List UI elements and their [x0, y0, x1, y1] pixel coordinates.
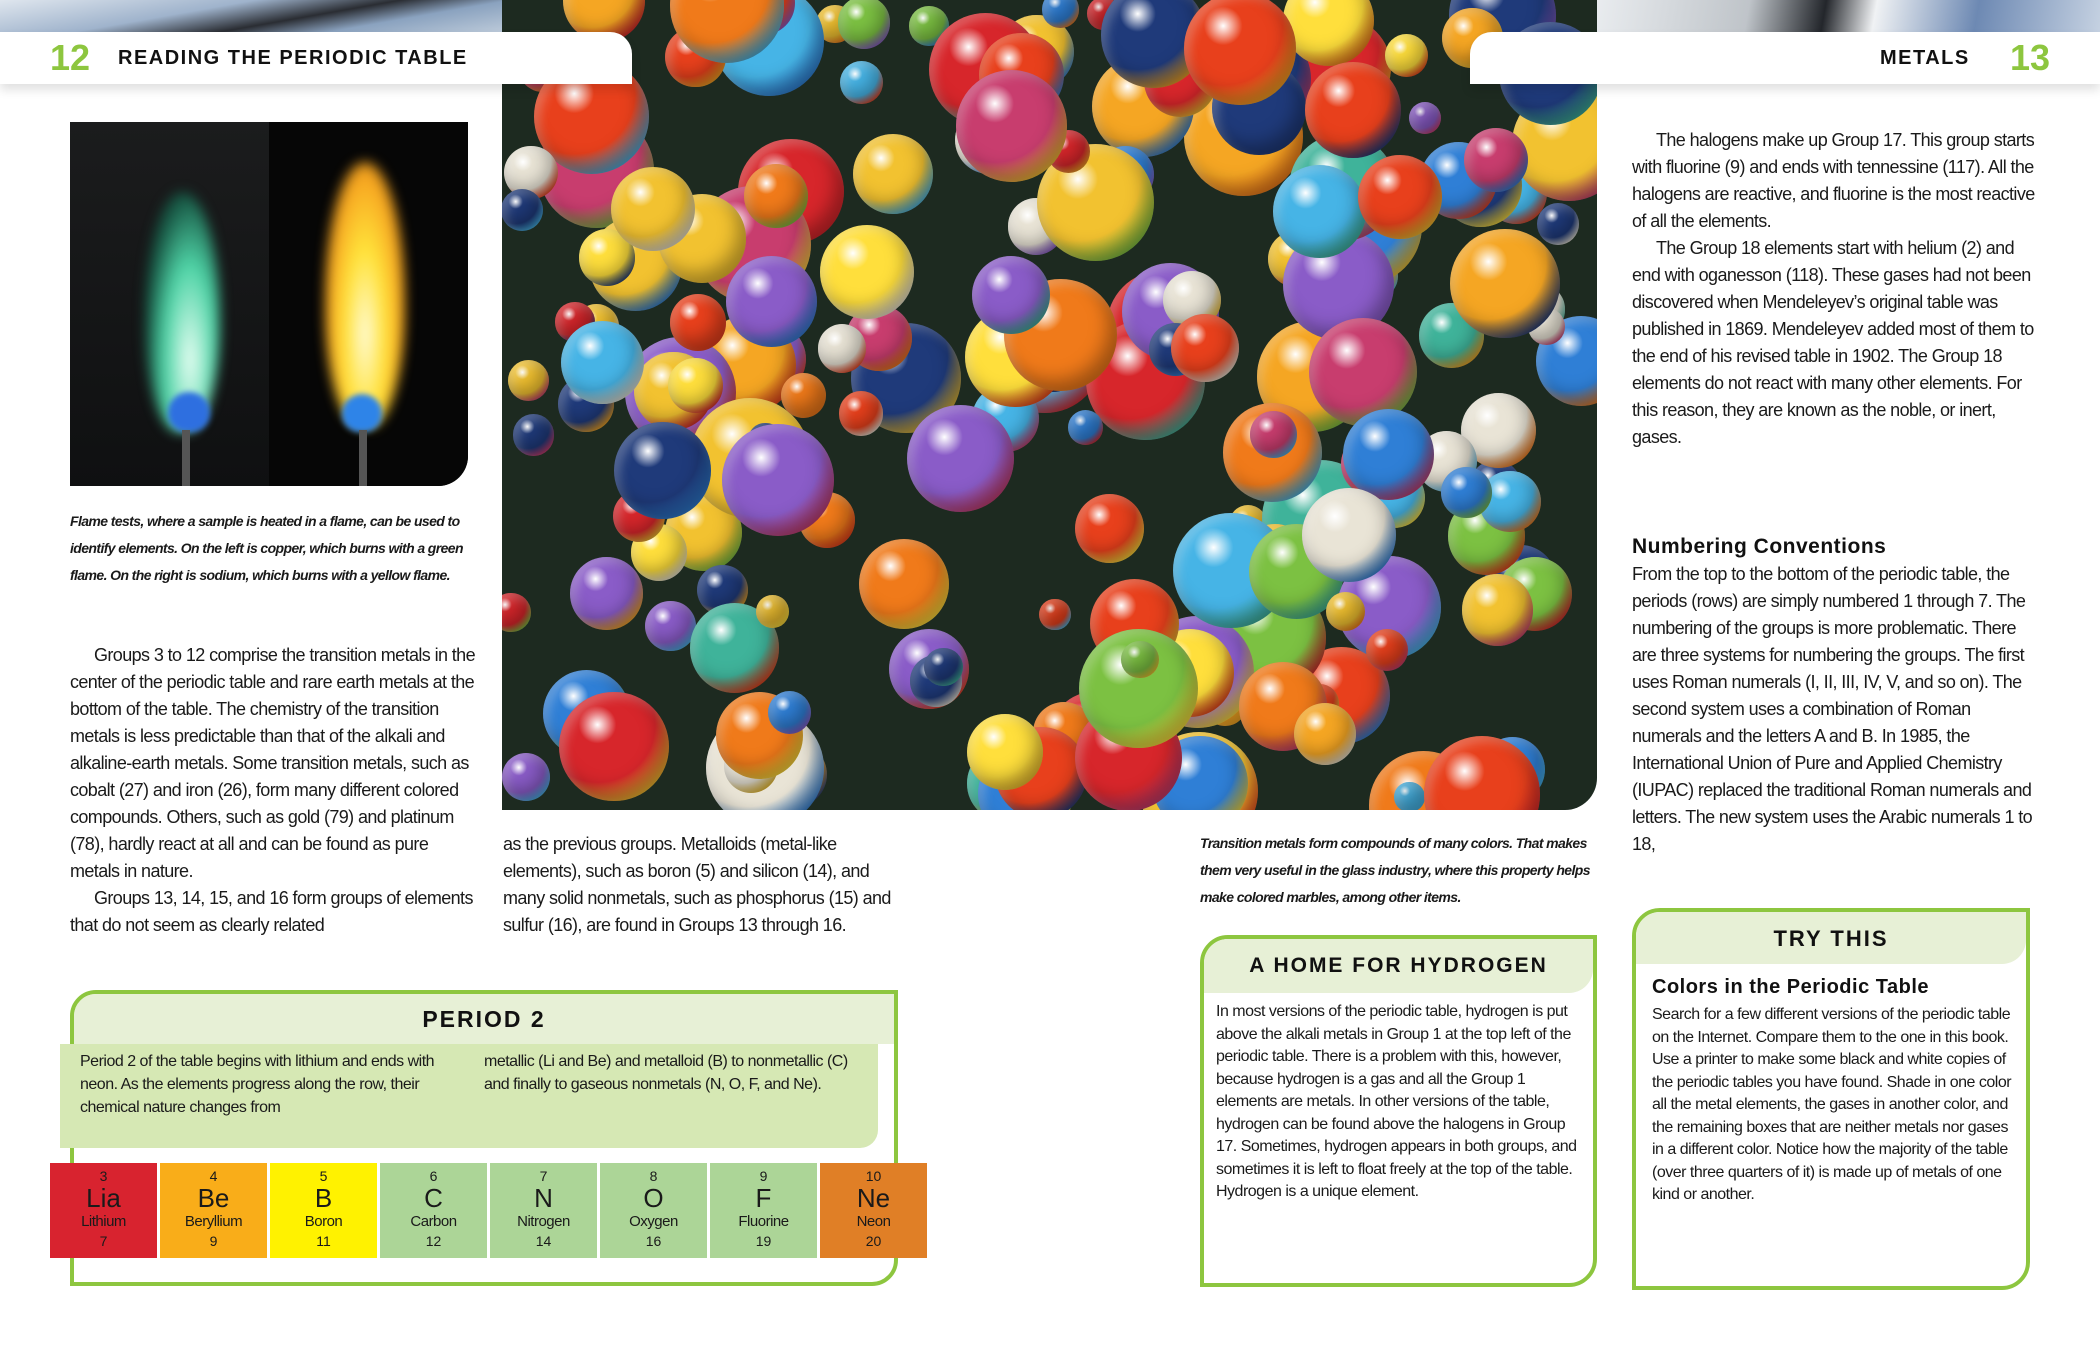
marble-graphic — [1068, 410, 1103, 445]
hydrogen-box — [1200, 935, 1597, 1287]
marble-graphic — [1250, 411, 1296, 457]
period-2-text-col2: metallic (Li and Be) and metalloid (B) to nonmetallic (C) and finally to gaseous nonmetals (N, O, F, and Ne). — [484, 1053, 848, 1093]
marble-graphic — [561, 321, 644, 404]
marble-graphic — [1366, 629, 1408, 671]
element-tile-carbon — [380, 1163, 487, 1258]
marble-graphic — [1042, 0, 1078, 28]
hydrogen-box-text: In most versions of the periodic table, hydrogen is put above the alkali metals in Group 1 at the top left of the periodic table. There is a problem with this, however, because hydrogen is a gas and all the Group 1 elements are metals. In other versions of the table, hydrogen can be found above the halogens in Group 17. Sometimes, hydrogen appears in both groups, and sometimes it is left to float freely at the top of the table. Hydrogen is a unique element. — [1216, 1003, 1577, 1200]
right-page-header — [1470, 32, 2100, 84]
paragraph-groups-13-16: Groups 13, 14, 15, and 16 form groups of elements that do not seem as clearly related — [70, 888, 473, 935]
burner-left — [182, 430, 190, 486]
marble-graphic — [756, 595, 789, 628]
marble-graphic — [1326, 592, 1365, 631]
marble-graphic — [838, 0, 891, 49]
element-name: Beryllium — [184, 1213, 243, 1230]
marble-graphic — [1171, 314, 1239, 382]
marble-graphic — [513, 414, 554, 455]
hydrogen-box-title: A HOME FOR HYDROGEN — [1204, 939, 1593, 993]
element-name: Carbon — [410, 1213, 457, 1230]
try-this-text: Search for a few different versions of the periodic table on the Internet. Compare them to the one in this book. Use a printer to make some black and white copies of the periodic tables you have found. Shade in one color all the metal elements, the gases in another color, and the remaining boxes that are neither metals nor gases in a different color. Notice how the majority of the table (over three quarters of it) is made up of metals of one kind or another. — [1652, 1006, 2012, 1203]
marble-graphic — [1309, 318, 1418, 427]
right-page-number: 13 — [2010, 37, 2051, 78]
marble-graphic — [1441, 467, 1492, 518]
marble-graphic — [1358, 155, 1442, 239]
paragraph-group-18: The Group 18 elements start with helium (2) and end with oganesson (118). These gases had not been discovered when Mendeleyev’s original table was published in 1869. Mendeleyev added most of them to the end of his revised table in 1902. The Group 18 elements do not react with many other elements. For this reason, they are known as the noble, or inert, gases. — [1632, 238, 2034, 447]
paragraph-transition-metals: Groups 3 to 12 comprise the transition metals in the center of the periodic table and rare earth metals at the bottom of the table. The chemistry of the transition metals is less predictable than that of the alkali and alkaline-earth metals. Some transition metals, such as cobalt (27) and iron (26), form many different colored compounds. Others, such as gold (79) and platinum (78), hardly react at all and can be found as pure metals in nature. — [70, 645, 476, 881]
marble-graphic — [1385, 34, 1428, 77]
marble-graphic — [781, 373, 826, 418]
period-2-element-tiles — [50, 1163, 927, 1258]
element-tile-boron — [270, 1163, 377, 1258]
element-symbol: Ne — [856, 1183, 891, 1213]
right-page-title: METALS — [1880, 47, 1970, 69]
period-2-title: PERIOD 2 — [74, 994, 894, 1044]
atomic-number: 6 — [429, 1168, 438, 1184]
atomic-number: 5 — [319, 1168, 328, 1184]
left-page-title: READING THE PERIODIC TABLE — [118, 47, 468, 69]
marble-graphic — [1039, 599, 1070, 630]
element-name: Oxygen — [629, 1213, 678, 1230]
marble-graphic — [502, 189, 543, 232]
atomic-mass: 11 — [316, 1233, 331, 1249]
paragraph-halogens: The halogens make up Group 17. This group starts with fluorine (9) and ends with tennessine (117). All the halogens are reactive, and fluorine is the most reactive of all the elements. — [1632, 130, 2035, 231]
marble-graphic — [1121, 641, 1159, 679]
marble-graphic — [614, 422, 711, 519]
marble-graphic — [1394, 782, 1424, 810]
middle-body-column — [503, 831, 908, 939]
atomic-mass: 14 — [535, 1233, 552, 1249]
atomic-mass: 16 — [645, 1233, 662, 1249]
copper-flame-base — [168, 392, 210, 432]
element-tile-beryllium — [160, 1163, 267, 1258]
atomic-number: 7 — [539, 1168, 548, 1184]
marble-graphic — [907, 405, 1014, 512]
marble-graphic — [670, 294, 726, 350]
numbering-conventions-heading: Numbering Conventions — [1632, 535, 1887, 558]
left-page-header — [0, 32, 632, 84]
atomic-mass: 19 — [755, 1233, 772, 1249]
right-body-column — [1632, 127, 2042, 451]
try-this-subtitle: Colors in the Periodic Table — [1652, 976, 1930, 998]
atomic-mass: 20 — [865, 1233, 882, 1249]
element-tile-oxygen — [600, 1163, 707, 1258]
element-name: Boron — [304, 1213, 343, 1230]
element-name: Neon — [856, 1213, 891, 1230]
marble-graphic — [668, 358, 722, 412]
element-name: Lithium — [81, 1213, 126, 1230]
marble-graphic — [611, 167, 695, 251]
numbering-conventions-block — [1632, 561, 2042, 858]
atomic-number: 4 — [209, 1168, 218, 1184]
period-2-text-col1: Period 2 of the table begins with lithium and ends with neon. As the elements progress along the row, their chemical nature changes from — [80, 1053, 435, 1116]
marbles-photo-caption: Transition metals form compounds of many colors. That makes them very useful in the glass industry, where this property helps make colored marbles, among other items. — [1200, 835, 1590, 905]
sodium-flame-base — [342, 394, 382, 432]
element-symbol: C — [424, 1183, 443, 1213]
element-symbol: Lia — [86, 1183, 121, 1213]
marble-graphic — [1273, 165, 1366, 258]
element-tile-lithium — [50, 1163, 157, 1258]
marble-graphic — [508, 360, 549, 401]
marbles-photo — [502, 0, 1597, 810]
marble-graphic — [859, 539, 949, 629]
element-tile-neon — [820, 1163, 927, 1258]
paragraph-numbering-conventions: From the top to the bottom of the periodic table, the periods (rows) are simply numbered 1 through 7. The numbering of the groups is more problematic. There are three systems for numbering the groups. The first uses Roman numerals (I, II, III, IV, V, and so on). The second system uses a combination of Roman numerals and the letters A and B. In 1985, the International Union of Pure and Applied Chemistry (IUPAC) replaced the traditional Roman numerals and letters. The new system uses the Arabic numerals 1 to 18, — [1632, 564, 2033, 854]
marble-graphic — [818, 324, 866, 372]
element-name: Fluorine — [738, 1213, 789, 1230]
sodium-yellow-flame — [325, 162, 405, 427]
marble-graphic — [840, 61, 883, 104]
marble-graphic — [1305, 62, 1401, 158]
marble-graphic — [1302, 488, 1396, 582]
atomic-mass: 12 — [425, 1233, 442, 1249]
marble-graphic — [502, 753, 550, 801]
marble-graphic — [1409, 102, 1441, 134]
marble-graphic — [820, 225, 914, 319]
flame-test-photo — [70, 122, 468, 486]
marble-graphic — [1464, 128, 1529, 193]
element-symbol: O — [643, 1183, 664, 1213]
marble-graphic — [1537, 203, 1579, 245]
marble-graphic — [726, 256, 817, 347]
marble-graphic — [967, 714, 1043, 790]
element-symbol: F — [755, 1183, 772, 1213]
period-2-description — [60, 1044, 878, 1148]
marble-graphic — [1294, 703, 1356, 765]
left-page-number: 12 — [50, 37, 91, 78]
atomic-number: 3 — [99, 1168, 108, 1184]
burner-right — [359, 430, 367, 486]
try-this-box — [1632, 908, 2030, 1290]
element-tile-nitrogen — [490, 1163, 597, 1258]
marble-graphic — [768, 691, 811, 734]
element-symbol: Be — [197, 1183, 230, 1213]
marble-graphic — [853, 134, 933, 214]
element-symbol: N — [534, 1183, 553, 1213]
element-symbol: B — [314, 1183, 333, 1213]
marble-graphic — [1075, 494, 1145, 564]
marble-graphic — [839, 391, 884, 436]
atomic-mass: 7 — [99, 1233, 108, 1249]
marble-graphic — [1462, 574, 1534, 646]
left-body-column — [70, 642, 475, 939]
atomic-number: 8 — [649, 1168, 658, 1184]
atomic-number: 10 — [865, 1168, 882, 1184]
marble-graphic — [570, 557, 642, 629]
atomic-number: 9 — [759, 1168, 768, 1184]
marble-graphic — [645, 601, 696, 652]
marble-graphic — [1343, 409, 1434, 500]
marble-graphic — [559, 692, 668, 801]
try-this-title: TRY THIS — [1636, 912, 2026, 964]
marble-graphic — [722, 424, 834, 536]
marble-graphic — [1450, 229, 1560, 339]
marble-graphic — [956, 70, 1068, 182]
atomic-mass: 9 — [209, 1233, 218, 1249]
element-tile-fluorine — [710, 1163, 817, 1258]
element-name: Nitrogen — [517, 1213, 570, 1230]
flame-photo-caption: Flame tests, where a sample is heated in a flame, can be used to identify elements. On the left is copper, which burns with a green flame. On the right is sodium, which burns with a yellow flame. — [70, 513, 463, 583]
marble-graphic — [502, 593, 531, 633]
paragraph-metalloids: as the previous groups. Metalloids (metal-like elements), such as boron (5) and silicon (14), and many solid nonmetals, such as phosphorus (15) and sulfur (16), are found in Groups 13 through 16. — [503, 834, 891, 935]
